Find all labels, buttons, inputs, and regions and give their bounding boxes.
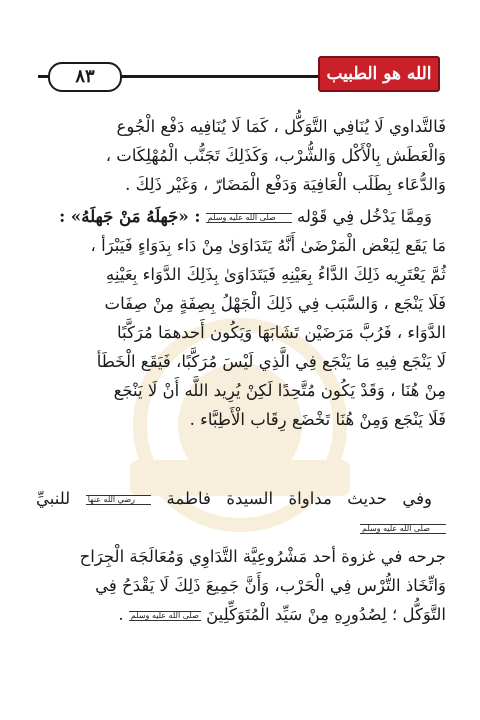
paragraph-2 <box>36 202 446 434</box>
honorific-seal: رضي الله عنها <box>86 495 151 505</box>
text-line <box>36 202 446 231</box>
honorific-seal: صلى الله عليه وسلم <box>130 610 199 620</box>
honorific-seal: صلى الله عليه وسلم <box>206 213 292 223</box>
text-line: فَالتَّداوي لَا يُنَافِي التَّوَكُّل ، كَمَا لَا يُنَافِيه دَفْع الْجُوع <box>116 117 446 136</box>
text-line <box>36 484 446 542</box>
paragraph-3 <box>36 484 446 629</box>
page-number <box>48 62 122 92</box>
text-line: جرحه في غزوة أحد مَشْرُوعِيَّة التَّدَاوِي وَمُعَالَجَة الْجِرَاح <box>79 547 446 566</box>
page-header <box>38 56 440 90</box>
page-number-text: ٨٣ <box>75 66 95 87</box>
book-title-banner <box>318 56 440 92</box>
text-line: وَالْعَطَش بِالْأَكْل وَالشُّرْب، وَكَذَلِكَ تَجَنُّب الْمُهْلِكَات ، <box>105 146 446 165</box>
text-line: مِنْ هُنَا ، وَقَدْ يَكُون مُتَّحِدًا لَكِنْ يُرِيد اللَّه أَنْ لَا يَنْجَع <box>113 381 446 400</box>
text-line: فَلَا يَنْجَع وَمِنْ هُنَا تَخْضَع رِقَاب الْأَطِبَّاء . <box>189 410 446 429</box>
honorific-seal: صلى الله عليه وسلم <box>360 524 446 534</box>
text-segment: التَّوَكُّل ؛ لِصُدُورِهِ مِنْ سَيِّد الْمُتَوَكِّلِينَ <box>206 605 446 624</box>
book-title: الله هو الطبيب <box>326 64 432 84</box>
paragraph-1 <box>36 112 446 199</box>
hadith-quote: : «جَهلَهُ مَنْ جَهلَهُ» : <box>59 207 201 226</box>
text-line: الدَّوَاء ، فَرُبَّ مَرَضَيْن تَشَابَهَا وَيَكُون أَحدهمَا مُرَكَّبًا <box>116 323 446 342</box>
text-line: لَا يَنْجَع فِيهِ مَا يَنْجَع فِي الَّذِي لَيْسَ مُرَكَّبًا، فَيَقَع الْخَطَأ <box>96 352 446 371</box>
text-segment: . <box>118 605 124 624</box>
text-line: وَاتِّخَاذ التُّرْس فِي الْحَرْب، وَأَنَّ جَمِيعَ ذَلِكَ لَا يَقْدَحُ فِي <box>95 576 446 595</box>
text-line: ثُمَّ يَعْتَرِيه ذَلِكَ الدَّاءُ بِعَيْنِهِ فَيَتَدَاوَىٰ بِذَلِكَ الدَّوَاء بِعَيْنِهِ <box>106 265 446 284</box>
text-line <box>36 600 446 629</box>
text-line: مَا يَقَع لِبَعْض الْمَرْضَىٰ أَنَّهُ يَتَدَاوَىٰ مِنْ دَاء بِدَوَاءٍ فَيَبْرَأ ، <box>90 236 446 255</box>
text-segment: وَمِمَّا يَدْخُل فِي قَوْله <box>297 207 432 226</box>
text-segment: للنبيِّ <box>36 489 71 508</box>
text-line: فَلَا يَنْجَع ، وَالسَّبَب فِي ذَلِكَ الْجَهْلُ بِصِفَةٍ مِنْ صِفَات <box>104 294 446 313</box>
text-line: وَالدُّعَاء بِطَلَب الْعَافِيَة وَدَفْع الْمَضَارّ ، وَغَيْر ذَلِكَ . <box>125 175 446 194</box>
text-segment: وفي حديث مداواة السيدة فاطمة <box>166 489 432 508</box>
